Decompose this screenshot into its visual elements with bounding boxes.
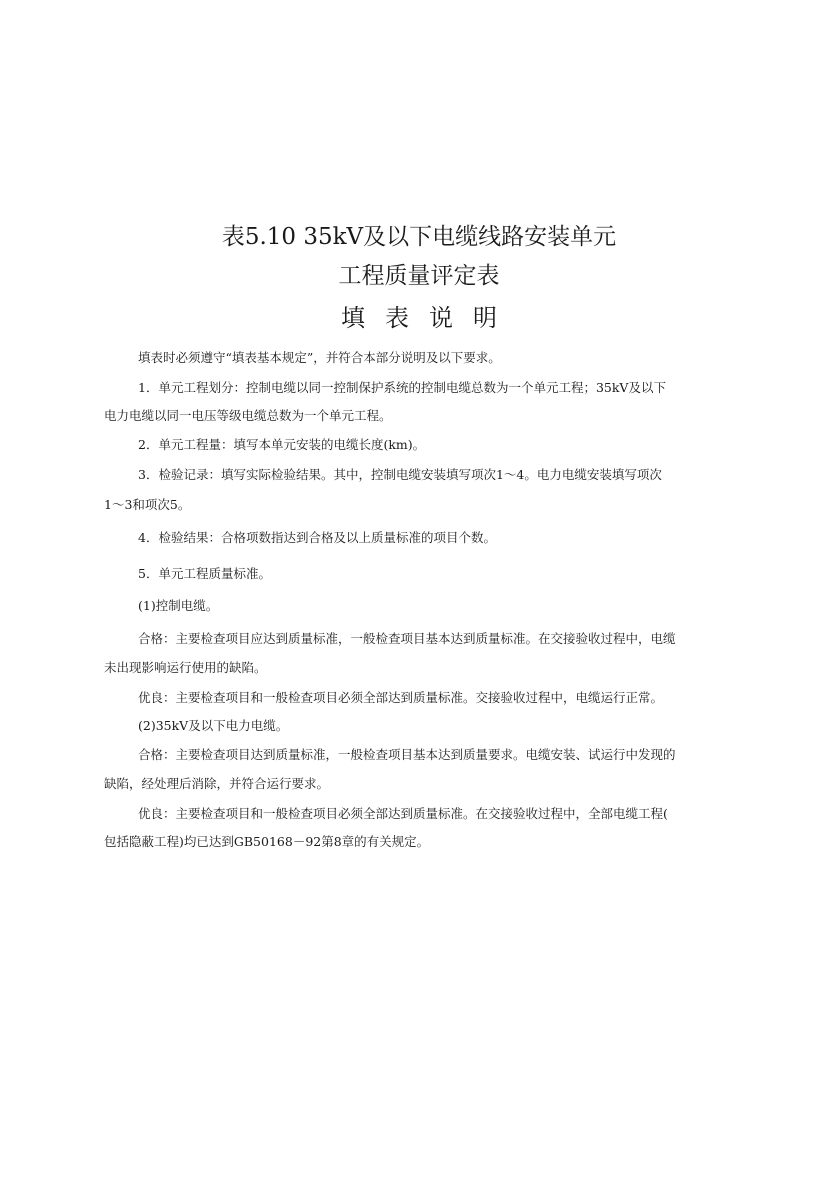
paragraph-power-excellent: 优良：主要检查项目和一般检查项目必须全部达到质量标准。在交接验收过程中，全部电缆工程( (138, 806, 668, 821)
paragraph-item-3-cont: 1～3和项次5。 (104, 497, 191, 512)
paragraph-power-pass-cont: 缺陷，经处理后消除，并符合运行要求。 (104, 776, 330, 791)
paragraph-power-cable: (2)35kV及以下电力电缆。 (138, 718, 289, 733)
paragraph-item-1: 1．单元工程划分：控制电缆以同一控制保护系统的控制电缆总数为一个单元工程；35kV及以下 (138, 380, 666, 395)
paragraph-item-1-cont: 电力电缆以同一电压等级电缆总数为一个单元工程。 (104, 408, 392, 423)
paragraph-control-pass: 合格：主要检查项目应达到质量标准，一般检查项目基本达到质量标准。在交接验收过程中，电缆 (138, 631, 676, 646)
paragraph-control-pass-cont: 未出现影响运行使用的缺陷。 (104, 660, 267, 675)
title-line-1: 表5.10 35kV及以下电缆线路安装单元 (221, 224, 617, 250)
paragraph-intro: 填表时必须遵守“填表基本规定”，并符合本部分说明及以下要求。 (138, 350, 501, 365)
paragraph-control-cable: (1)控制电缆。 (138, 598, 219, 613)
paragraph-item-3: 3．检验记录：填写实际检验结果。其中，控制电缆安装填写项次1～4。电力电缆安装填写项次 (138, 467, 662, 482)
paragraph-item-4: 4．检验结果：合格项数指达到合格及以上质量标准的项目个数。 (138, 530, 496, 545)
paragraph-power-pass: 合格：主要检查项目达到质量标准，一般检查项目基本达到质量要求。电缆安装、试运行中发现的 (138, 747, 676, 762)
paragraph-control-excellent: 优良：主要检查项目和一般检查项目必须全部达到质量标准。交接验收过程中，电缆运行正常。 (138, 690, 664, 705)
paragraph-item-5: 5．单元工程质量标准。 (138, 566, 271, 581)
section-heading: 填表说明 (341, 304, 517, 332)
paragraph-power-excellent-cont: 包括隐蔽工程)均已达到GB50168－92第8章的有关规定。 (104, 834, 430, 849)
title-line-2: 工程质量评定表 (338, 263, 500, 289)
paragraph-item-2: 2．单元工程量：填写本单元安装的电缆长度(km)。 (138, 437, 426, 452)
